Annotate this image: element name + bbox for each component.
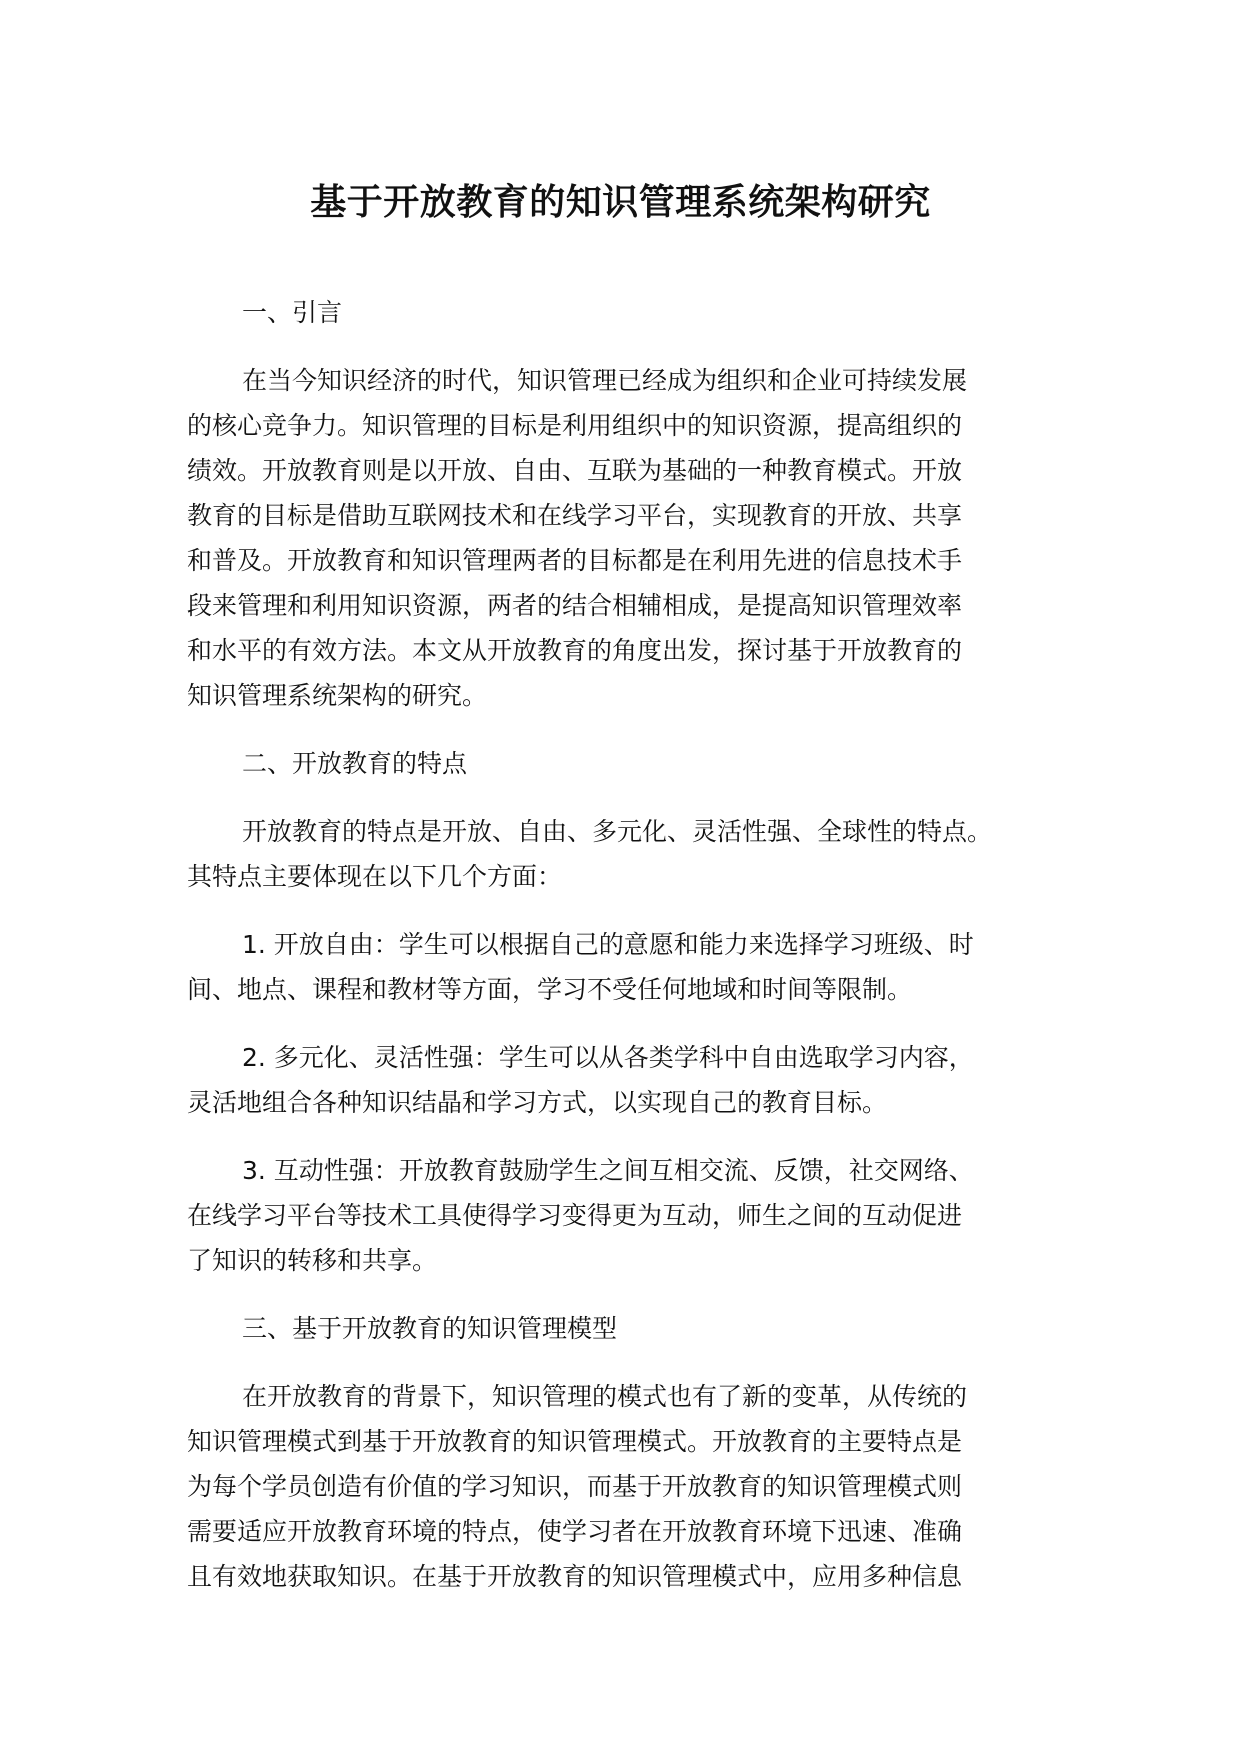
text-line: 了知识的转移和共享。 bbox=[187, 1246, 438, 1275]
list-item-1 bbox=[187, 922, 1055, 1012]
text-line: 教育的目标是借助互联网技术和在线学习平台，实现教育的开放、共享 bbox=[187, 501, 963, 530]
text-line: 三、基于开放教育的知识管理模型 bbox=[242, 1314, 618, 1343]
block-spacer bbox=[187, 718, 1055, 741]
text-line: 2. 多元化、灵活性强：学生可以从各类学科中自由选取学习内容， bbox=[242, 1043, 974, 1072]
list-item-2 bbox=[187, 1035, 1055, 1125]
paragraph-knowledge-model bbox=[187, 1374, 1055, 1599]
block-spacer bbox=[187, 1125, 1055, 1148]
paragraph-features-summary bbox=[187, 809, 1055, 899]
text-line: 在线学习平台等技术工具使得学习变得更为互动，师生之间的互动促进 bbox=[187, 1201, 963, 1230]
text-line: 1. 开放自由：学生可以根据自己的意愿和能力来选择学习班级、时 bbox=[242, 930, 974, 959]
text-line: 间、地点、课程和教材等方面，学习不受任何地域和时间等限制。 bbox=[187, 975, 913, 1004]
text-line: 其特点主要体现在以下几个方面： bbox=[187, 862, 563, 891]
text-line: 段来管理和利用知识资源，两者的结合相辅相成，是提高知识管理效率 bbox=[187, 591, 963, 620]
document-title: 基于开放教育的知识管理系统架构研究 bbox=[310, 182, 931, 223]
block-spacer bbox=[187, 786, 1055, 809]
text-line: 为每个学员创造有价值的学习知识，而基于开放教育的知识管理模式则 bbox=[187, 1472, 963, 1501]
block-spacer bbox=[187, 1283, 1055, 1306]
text-line: 知识管理系统架构的研究。 bbox=[187, 681, 488, 710]
text-line: 知识管理模式到基于开放教育的知识管理模式。开放教育的主要特点是 bbox=[187, 1427, 963, 1456]
heading-open-education-features bbox=[187, 741, 1055, 786]
text-line: 且有效地获取知识。在基于开放教育的知识管理模式中，应用多种信息 bbox=[187, 1562, 963, 1591]
text-line: 的核心竞争力。知识管理的目标是利用组织中的知识资源，提高组织的 bbox=[187, 411, 963, 440]
text-line: 和普及。开放教育和知识管理两者的目标都是在利用先进的信息技术手 bbox=[187, 546, 963, 575]
block-spacer bbox=[187, 899, 1055, 922]
text-line: 在当今知识经济的时代，知识管理已经成为组织和企业可持续发展 bbox=[242, 366, 968, 395]
text-line: 3. 互动性强：开放教育鼓励学生之间互相交流、反馈，社交网络、 bbox=[242, 1156, 974, 1185]
heading-knowledge-model bbox=[187, 1306, 1055, 1351]
block-spacer bbox=[187, 1012, 1055, 1035]
heading-introduction bbox=[187, 290, 1055, 335]
text-line: 一、引言 bbox=[242, 298, 343, 327]
text-line: 二、开放教育的特点 bbox=[242, 749, 468, 778]
block-spacer bbox=[187, 1351, 1055, 1374]
text-line: 灵活地组合各种知识结晶和学习方式，以实现自己的教育目标。 bbox=[187, 1088, 888, 1117]
text-line: 需要适应开放教育环境的特点，使学习者在开放教育环境下迅速、准确 bbox=[187, 1517, 963, 1546]
text-line: 绩效。开放教育则是以开放、自由、互联为基础的一种教育模式。开放 bbox=[187, 456, 963, 485]
document-body bbox=[187, 290, 1055, 1599]
block-spacer bbox=[187, 335, 1055, 358]
text-line: 开放教育的特点是开放、自由、多元化、灵活性强、全球性的特点。 bbox=[242, 817, 993, 846]
text-line: 和水平的有效方法。本文从开放教育的角度出发，探讨基于开放教育的 bbox=[187, 636, 963, 665]
text-line: 在开放教育的背景下，知识管理的模式也有了新的变革，从传统的 bbox=[242, 1382, 968, 1411]
list-item-3 bbox=[187, 1148, 1055, 1283]
paragraph-introduction bbox=[187, 358, 1055, 718]
